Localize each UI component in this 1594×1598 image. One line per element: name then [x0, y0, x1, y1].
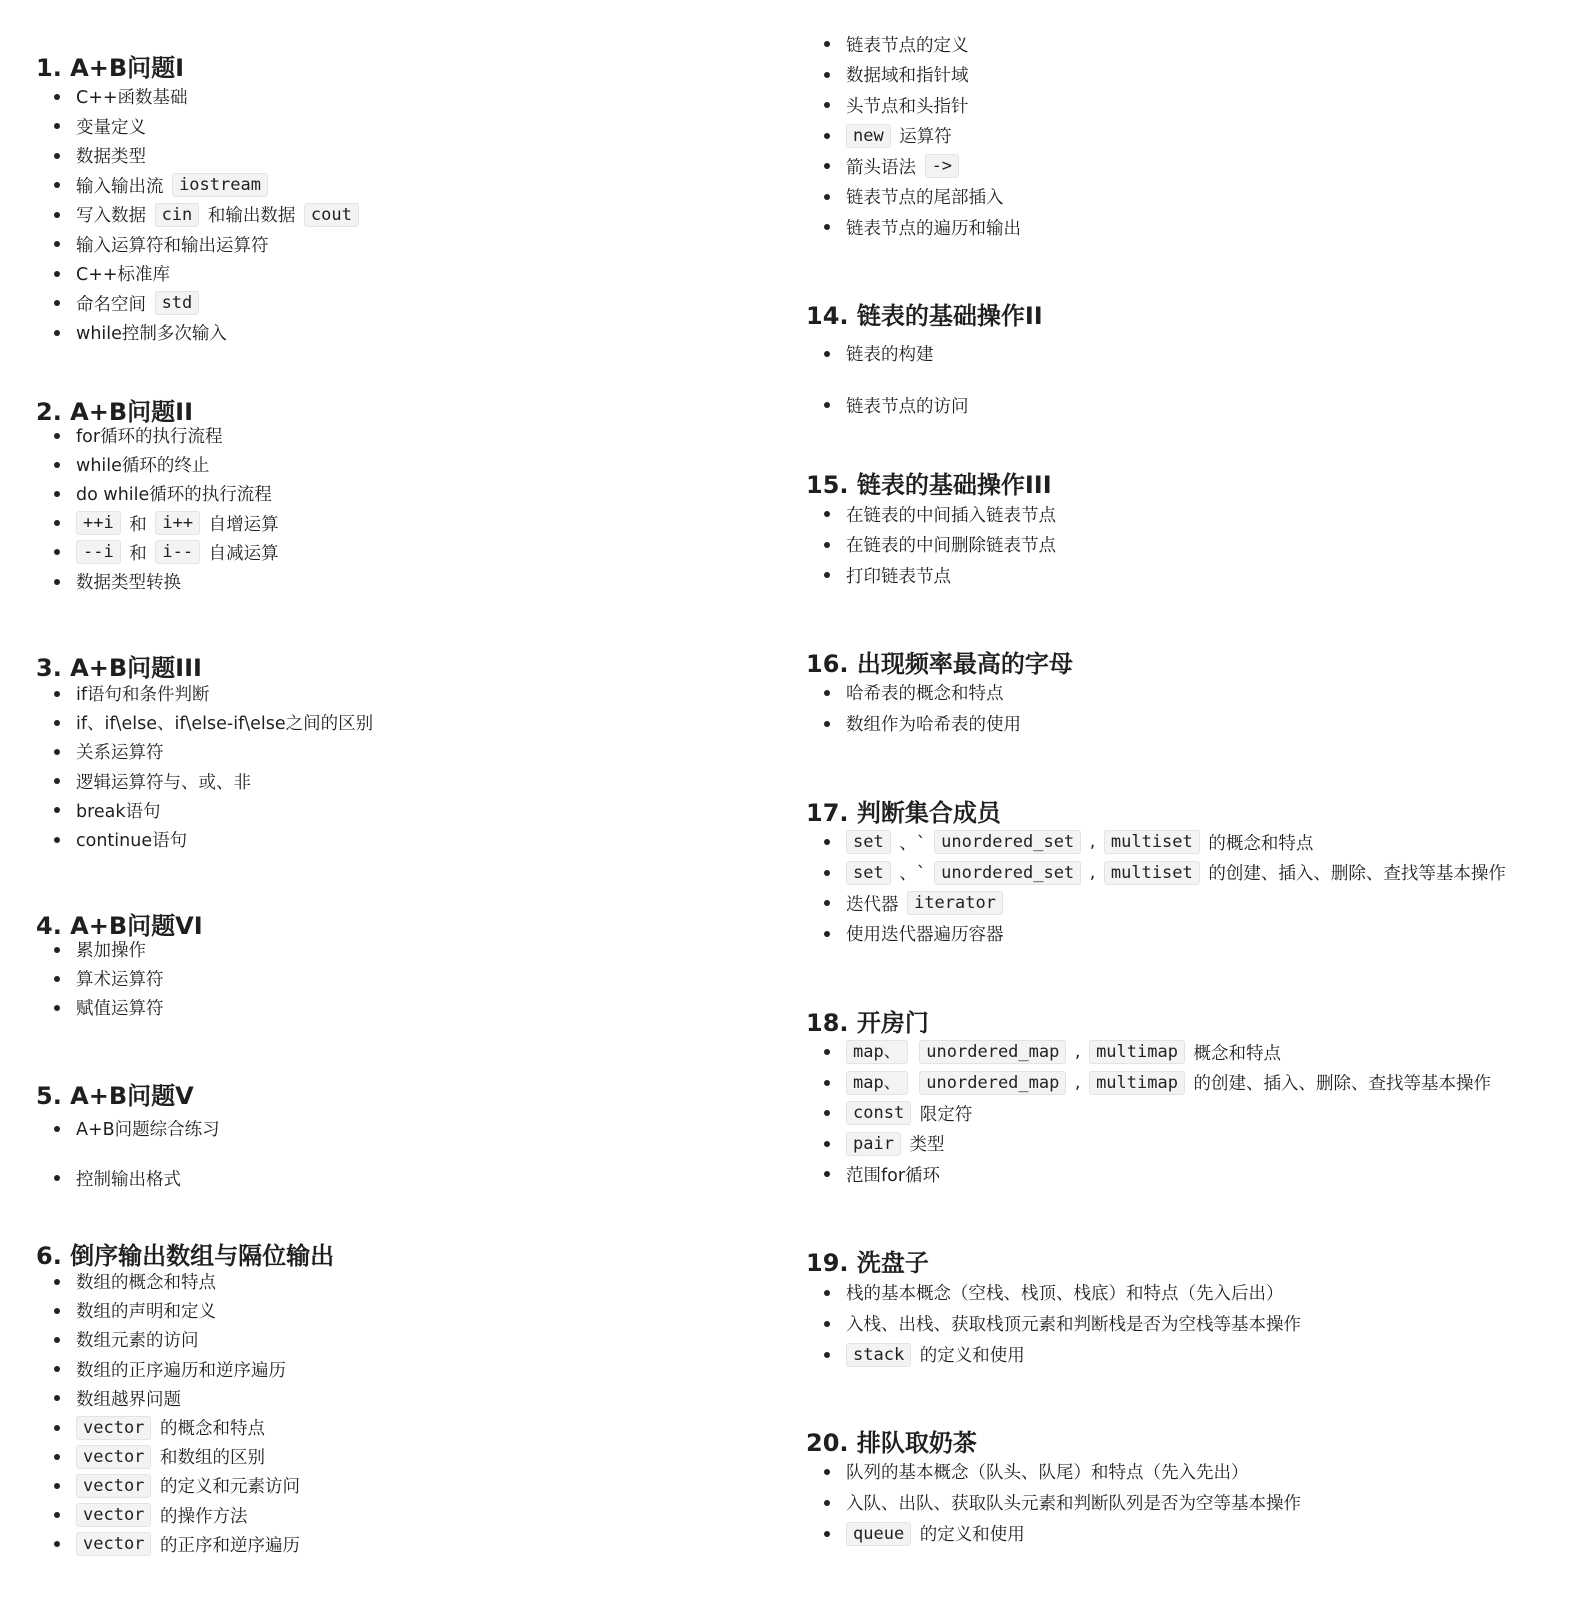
item-text: 链表节点的遍历和输出: [846, 218, 1021, 239]
code-term: stack: [846, 1343, 911, 1367]
code-term: vector: [76, 1416, 151, 1440]
list-item: [806, 90, 1591, 121]
list-item: [806, 677, 1591, 708]
item-text: 哈希表的概念和特点: [846, 684, 1004, 704]
item-text: 数据类型转换: [76, 573, 181, 594]
list-item: [36, 259, 376, 289]
item-text: 自减运算: [203, 543, 279, 564]
list-item: [806, 182, 1591, 213]
topic-list: [806, 1277, 1591, 1370]
code-term: cin: [155, 203, 200, 227]
item-text: 累加操作: [76, 941, 146, 962]
code-term: multiset: [1104, 830, 1200, 854]
code-term: unordered_map: [919, 1040, 1066, 1064]
item-text: ,: [1069, 1042, 1087, 1063]
list-item: [36, 1325, 376, 1354]
item-text: 箭头语法: [846, 157, 922, 178]
topic-list: [36, 679, 376, 854]
code-term: unordered_set: [934, 861, 1081, 885]
list-item: [806, 888, 1591, 919]
list-item: [806, 60, 1591, 91]
topic-list: [806, 827, 1591, 949]
section-title: 18. 开房门: [806, 1008, 929, 1037]
list-item: [36, 538, 376, 567]
code-term: multiset: [1104, 861, 1200, 885]
code-term: new: [846, 124, 891, 148]
item-text: 运算符: [893, 127, 952, 148]
item-text: if、if\else、if\else-if\else之间的区别: [76, 714, 374, 735]
code-term: multimap: [1089, 1071, 1185, 1095]
list-item: [36, 679, 376, 708]
item-text: 数组作为哈希表的使用: [846, 715, 1021, 735]
list-item: [36, 1267, 376, 1296]
item-text: 类型: [903, 1135, 945, 1156]
item-text: 的定义和使用: [914, 1525, 1025, 1545]
list-item: [36, 1530, 376, 1559]
code-term: set: [846, 830, 891, 854]
item-text: 和数组的区别: [154, 1448, 265, 1469]
code-term: iostream: [172, 173, 268, 197]
item-text: continue语句: [76, 831, 188, 852]
list-item: [806, 29, 1591, 60]
item-text: 的创建、插入、删除、查找等基本操作: [1187, 1074, 1492, 1095]
list-item: [36, 1154, 376, 1204]
item-text: 使用迭代器遍历容器: [846, 925, 1004, 946]
code-term: pair: [846, 1132, 901, 1156]
code-term: --i: [76, 540, 121, 564]
list-item: [36, 171, 376, 201]
item-text: 自增运算: [203, 514, 279, 535]
list-item: [36, 200, 376, 230]
item-text: A+B问题综合练习: [76, 1120, 220, 1141]
item-text: 的概念和特点: [154, 1419, 265, 1440]
section-title: 1. A+B问题I: [36, 53, 185, 82]
section-title: 14. 链表的基础操作II: [806, 301, 1043, 330]
item-text: 的概念和特点: [1202, 833, 1314, 854]
list-item: [806, 499, 1591, 530]
code-term: i--: [155, 540, 200, 564]
list-item: [36, 935, 376, 964]
item-text: C++函数基础: [76, 88, 188, 109]
code-term: cout: [304, 203, 359, 227]
code-term: multimap: [1089, 1040, 1185, 1064]
topic-list: [36, 935, 376, 1023]
code-term: map、: [846, 1040, 908, 1064]
list-item: [806, 560, 1591, 591]
section-title: 20. 排队取奶茶: [806, 1428, 977, 1457]
item-text: 打印链表节点: [846, 566, 951, 587]
list-item: [36, 825, 376, 854]
list-item: [36, 1384, 376, 1413]
item-text: 和输出数据: [202, 206, 301, 227]
section-title: 6. 倒序输出数组与隔位输出: [36, 1241, 335, 1270]
list-item: [36, 993, 376, 1022]
code-term: iterator: [907, 891, 1003, 915]
item-text: 范围for循环: [846, 1165, 941, 1186]
list-item: [806, 1339, 1591, 1370]
section-title: 4. A+B问题VI: [36, 911, 203, 940]
list-item: [806, 1037, 1591, 1068]
list-item: [36, 1442, 376, 1471]
item-text: 限定符: [914, 1104, 973, 1125]
list-item: [806, 380, 1591, 432]
list-item: [806, 212, 1591, 243]
section-title: 19. 洗盘子: [806, 1248, 929, 1277]
topic-list: [806, 677, 1591, 739]
item-text: 队列的基本概念（队头、队尾）和特点（先入先出）: [846, 1463, 1249, 1483]
code-term: i++: [155, 511, 200, 535]
list-item: [806, 1456, 1591, 1487]
list-item: [806, 1277, 1591, 1308]
item-text: 数据域和指针域: [846, 66, 969, 87]
list-item: [806, 858, 1591, 889]
item-text: 栈的基本概念（空栈、栈顶、栈底）和特点（先入后出）: [846, 1284, 1284, 1304]
code-term: vector: [76, 1474, 151, 1498]
code-term: set: [846, 861, 891, 885]
item-text: 输入输出流: [76, 176, 170, 197]
item-text: C++标准库: [76, 265, 171, 286]
topic-list: [36, 1267, 376, 1559]
item-text: 数组越界问题: [76, 1389, 181, 1410]
code-term: unordered_map: [919, 1071, 1066, 1095]
item-text: 的操作方法: [154, 1506, 248, 1527]
list-item: [36, 112, 376, 142]
item-text: ,: [1084, 832, 1101, 853]
section-title: 17. 判断集合成员: [806, 798, 1001, 827]
topic-list: [36, 82, 376, 348]
code-term: std: [155, 291, 200, 315]
list-item: [36, 796, 376, 825]
item-text: 迭代器: [846, 894, 905, 915]
item-text: if语句和条件判断: [76, 685, 210, 706]
section-title: 3. A+B问题III: [36, 653, 202, 682]
item-text: 控制输出格式: [76, 1169, 181, 1190]
topic-list: [806, 29, 1591, 243]
topic-list: [806, 1456, 1591, 1549]
topic-list: [806, 499, 1591, 591]
code-term: vector: [76, 1503, 151, 1527]
item-text: 链表节点的访问: [846, 396, 969, 417]
list-item: [36, 737, 376, 766]
item-text: 在链表的中间插入链表节点: [846, 505, 1056, 526]
item-text: 、`: [893, 833, 932, 854]
item-text: 链表节点的定义: [846, 35, 969, 56]
list-item: [806, 1159, 1591, 1190]
topic-list: [806, 328, 1591, 431]
code-term: vector: [76, 1445, 151, 1469]
code-term: queue: [846, 1522, 911, 1546]
list-item: [36, 767, 376, 796]
item-text: 入队、出队、获取队头元素和判断队列是否为空等基本操作: [846, 1494, 1301, 1514]
item-text: do while循环的执行流程: [76, 485, 272, 506]
list-item: [806, 1487, 1591, 1518]
list-item: [806, 1098, 1591, 1129]
list-item: [36, 479, 376, 508]
item-text: while控制多次输入: [76, 324, 227, 345]
item-text: 链表节点的尾部插入: [846, 188, 1004, 209]
list-item: [36, 230, 376, 260]
list-item: [36, 82, 376, 112]
item-text: 在链表的中间删除链表节点: [846, 536, 1056, 557]
code-term: ++i: [76, 511, 121, 535]
item-text: [911, 1073, 917, 1093]
section-title: 15. 链表的基础操作III: [806, 470, 1052, 499]
list-item: [806, 121, 1591, 152]
topic-list: [36, 1104, 376, 1203]
item-text: 头节点和头指针: [846, 96, 969, 117]
code-term: map、: [846, 1071, 908, 1095]
list-item: [36, 1296, 376, 1325]
list-item: [36, 567, 376, 596]
item-text: 和: [123, 514, 153, 535]
list-item: [36, 450, 376, 479]
list-item: [36, 318, 376, 348]
item-text: 变量定义: [76, 117, 146, 138]
item-text: for循环的执行流程: [76, 427, 223, 448]
item-text: 入栈、出栈、获取栈顶元素和判断栈是否为空栈等基本操作: [846, 1315, 1301, 1335]
list-item: [36, 1471, 376, 1500]
item-text: 关系运算符: [76, 743, 164, 764]
item-text: 的正序和逆序遍历: [154, 1535, 300, 1556]
item-text: [911, 1042, 917, 1062]
item-text: 命名空间: [76, 294, 152, 315]
topic-list: [806, 1037, 1591, 1190]
item-text: 的定义和使用: [914, 1346, 1025, 1366]
item-text: 数组的正序遍历和逆序遍历: [76, 1360, 286, 1381]
list-item: [36, 289, 376, 319]
list-item: [806, 1068, 1591, 1099]
list-item: [806, 1518, 1591, 1549]
item-text: 、`: [893, 864, 932, 885]
list-item: [806, 708, 1591, 739]
list-item: [36, 509, 376, 538]
list-item: [36, 964, 376, 993]
code-term: const: [846, 1101, 911, 1125]
item-text: 的定义和元素访问: [154, 1477, 300, 1498]
item-text: ,: [1069, 1072, 1087, 1093]
item-text: 逻辑运算符与、或、非: [76, 772, 251, 793]
list-item: [806, 151, 1591, 182]
section-title: 16. 出现频率最高的字母: [806, 649, 1073, 678]
list-item: [36, 141, 376, 171]
item-text: 写入数据: [76, 206, 152, 227]
code-term: vector: [76, 1532, 151, 1556]
item-text: 概念和特点: [1187, 1043, 1282, 1064]
section-title: 5. A+B问题V: [36, 1081, 194, 1110]
item-text: ,: [1084, 862, 1101, 883]
code-term: unordered_set: [934, 830, 1081, 854]
list-item: [806, 328, 1591, 380]
list-item: [36, 1413, 376, 1442]
list-item: [36, 1104, 376, 1154]
item-text: 和: [123, 543, 153, 564]
section-title: 2. A+B问题II: [36, 397, 194, 426]
list-item: [36, 421, 376, 450]
item-text: 赋值运算符: [76, 999, 164, 1020]
item-text: 输入运算符和输出运算符: [76, 235, 269, 256]
list-item: [806, 530, 1591, 561]
item-text: 数组的概念和特点: [76, 1273, 216, 1294]
item-text: 数组元素的访问: [76, 1331, 199, 1352]
item-text: 数据类型: [76, 147, 146, 168]
list-item: [806, 1308, 1591, 1339]
list-item: [36, 708, 376, 737]
item-text: break语句: [76, 801, 161, 822]
list-item: [36, 1501, 376, 1530]
list-item: [806, 827, 1591, 858]
item-text: 算术运算符: [76, 970, 164, 991]
item-text: 链表的构建: [846, 345, 934, 366]
list-item: [806, 919, 1591, 950]
item-text: 的创建、插入、删除、查找等基本操作: [1202, 864, 1506, 885]
topic-list: [36, 421, 376, 596]
code-term: ->: [925, 154, 959, 178]
list-item: [806, 1129, 1591, 1160]
item-text: while循环的终止: [76, 456, 210, 477]
item-text: 数组的声明和定义: [76, 1302, 216, 1323]
list-item: [36, 1355, 376, 1384]
